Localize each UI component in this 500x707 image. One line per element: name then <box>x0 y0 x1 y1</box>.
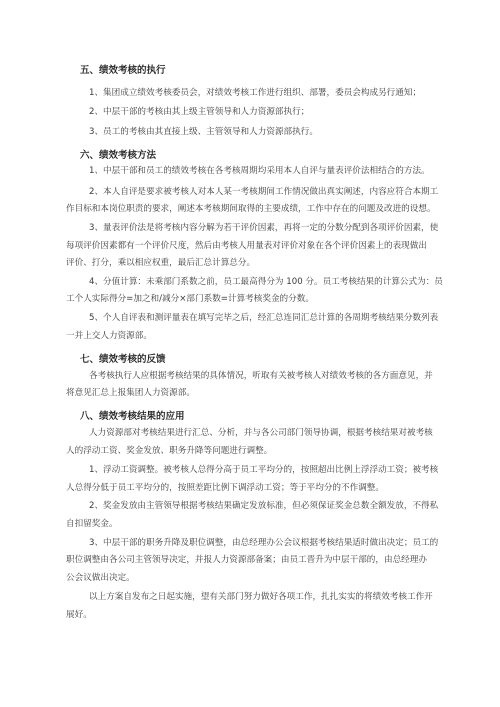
section-heading: 六、绩效考核方法 <box>80 150 157 161</box>
paragraph-line: 4、分值计算：未乘部门系数之前，员工最高得分为 100 分。员工考核结果的计算公式为：员 <box>89 277 443 287</box>
paragraph-line: 人力资源部对考核结果进行汇总、分析，并与各公司部门领导协调，根据考核结果对被考核 <box>89 428 433 438</box>
paragraph-line: 5、个人自评表和测评量表在填写完毕之后，经汇总连同汇总计算的各周期考核结果分数列表 <box>89 313 439 323</box>
paragraph-line: 2、中层干部的考核由其上级主管领导和人力资源部执行； <box>89 107 310 117</box>
paragraph-line: 3、员工的考核由其直接上级、主管领导和人力资源部执行。 <box>89 127 318 137</box>
paragraph-line: 展好。 <box>66 610 92 620</box>
paragraph-line: 自扣留奖金。 <box>66 519 118 529</box>
paragraph-line: 1、集团成立绩效考核委员会，对绩效考核工作进行组织、部署，委员会构成另行通知； <box>89 88 422 98</box>
paragraph-line: 1、中层干部和员工的绩效考核在各考核周期均采用本人自评与量表评价法相结合的方法。 <box>89 166 430 176</box>
paragraph-line: 公会议做出决定。 <box>66 573 135 583</box>
paragraph-line: 以上方案自发布之日起实施，望有关部门努力做好各项工作，扎扎实实的将绩效考核工作开 <box>89 592 433 602</box>
section-heading: 五、绩效考核的执行 <box>80 65 166 76</box>
paragraph-line: 人总得分低于员工平均分的，按照差距比例下调浮动工资；等于平均分的不作调整。 <box>66 483 384 493</box>
paragraph-line: 作目标和本岗位职责的要求，阐述本考核期间取得的主要成绩，工作中存在的问题及改进的设想。 <box>66 204 436 214</box>
paragraph-line: 一并上交人力资源部。 <box>66 331 152 341</box>
paragraph-line: 2、奖金发放由主管领导根据考核结果确定发放标准，但必须保证奖金总数全额发放，不得私 <box>89 501 439 511</box>
paragraph-line: 将意见汇总上报集团人力资源部。 <box>66 388 195 398</box>
paragraph-line: 各考核执行人应根据考核结果的具体情况，听取有关被考核人对绩效考核的各方面意见，并 <box>89 371 433 381</box>
paragraph-line: 评价、打分，乘以相应权重，最后汇总计算总分。 <box>66 258 256 268</box>
paragraph-line: 每项评价因素都有一个评价尺度，然后由考核人用量表对评价对象在各个评价因素上的表现做出 <box>66 241 427 251</box>
paragraph-line: 职位调整由各公司主管领导决定，并报人力资源部备案；由员工晋升为中层干部的，由总经理办 <box>66 555 427 565</box>
paragraph-line: 人的浮动工资、奖金发放、职务升降等问题进行调整。 <box>66 446 273 456</box>
paragraph-line: 2、本人自评是要求被考核人对本人某一考核期间工作情况做出真实阐述，内容应符合本期工 <box>89 187 439 197</box>
paragraph-line: 3、中层干部的职务升降及职位调整，由总经理办公会议根据考核结果适时做出决定；员工的 <box>89 538 439 548</box>
section-heading: 八、绩效考核结果的应用 <box>80 411 185 422</box>
paragraph-line: 工个人实际得分=加之和/减分×部门系数=计算考核奖金的分数。 <box>66 294 314 304</box>
paragraph-line: 3、量表评价法是将考核内容分解为若干评价因素，再将一定的分数分配到各项评价因素，使 <box>89 223 439 233</box>
section-heading: 七、绩效考核的反馈 <box>80 354 166 365</box>
paragraph-line: 1、浮动工资调整。被考核人总得分高于员工平均分的，按照超出比例上浮浮动工资；被考核 <box>89 465 439 475</box>
